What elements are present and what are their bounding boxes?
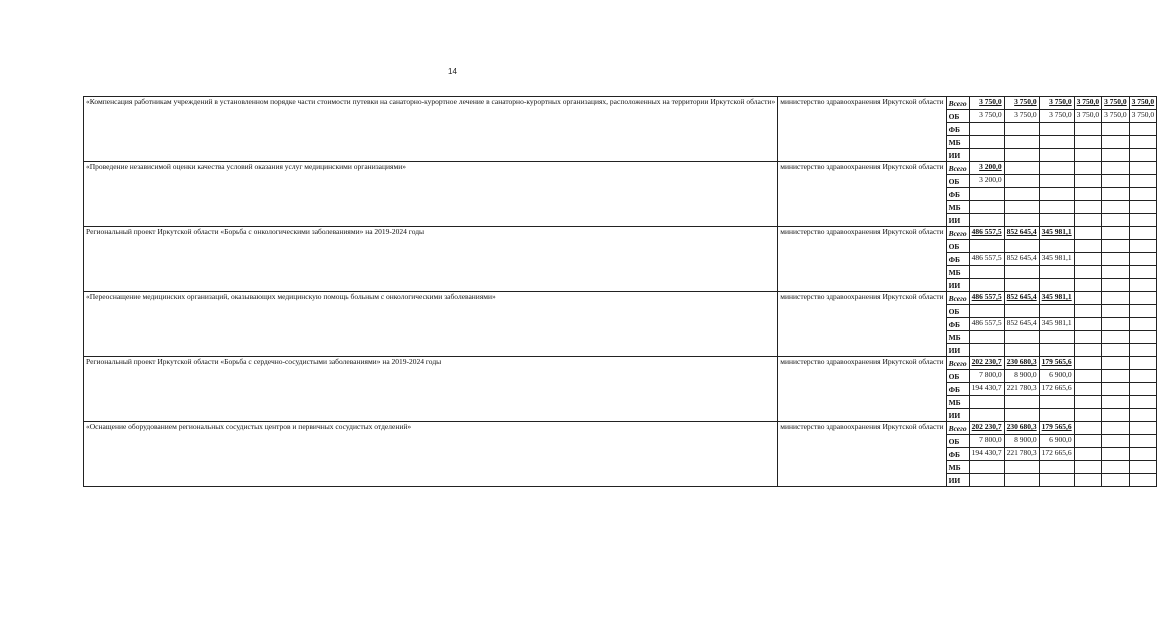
- amount-cell: [1102, 227, 1130, 240]
- amount-cell: [1102, 214, 1130, 227]
- amount-cell: [1129, 461, 1157, 474]
- amount-cell: 3 750,0: [1039, 97, 1074, 110]
- funding-source: Всего: [946, 422, 969, 435]
- responsible-executor: министерство здравоохранения Иркутской области: [778, 227, 946, 292]
- amount-cell: [1074, 201, 1102, 214]
- amount-cell: 6 900,0: [1039, 370, 1074, 383]
- funding-source: МБ: [946, 331, 969, 344]
- amount-cell: [1102, 357, 1130, 370]
- amount-cell: [969, 409, 1004, 422]
- amount-cell: [1129, 279, 1157, 292]
- amount-cell: 3 750,0: [1074, 110, 1102, 123]
- amount-cell: [1004, 409, 1039, 422]
- amount-cell: 852 645,4: [1004, 318, 1039, 331]
- amount-cell: [1004, 162, 1039, 175]
- amount-cell: [1102, 396, 1130, 409]
- amount-cell: [1039, 266, 1074, 279]
- amount-cell: 3 750,0: [969, 110, 1004, 123]
- amount-cell: [1129, 435, 1157, 448]
- responsible-executor: министерство здравоохранения Иркутской области: [778, 97, 946, 162]
- amount-cell: [1039, 162, 1074, 175]
- amount-cell: [1004, 266, 1039, 279]
- funding-source: МБ: [946, 461, 969, 474]
- amount-cell: 194 430,7: [969, 448, 1004, 461]
- amount-cell: [1102, 344, 1130, 357]
- amount-cell: [1129, 331, 1157, 344]
- amount-cell: 221 780,3: [1004, 448, 1039, 461]
- amount-cell: [969, 214, 1004, 227]
- amount-cell: [1004, 149, 1039, 162]
- amount-cell: [969, 461, 1004, 474]
- table-row: [84, 357, 1157, 370]
- amount-cell: [1004, 136, 1039, 149]
- amount-cell: [1129, 175, 1157, 188]
- amount-cell: [1004, 344, 1039, 357]
- amount-cell: [1102, 149, 1130, 162]
- amount-cell: 345 981,1: [1039, 318, 1074, 331]
- amount-cell: [1129, 305, 1157, 318]
- amount-cell: [1039, 240, 1074, 253]
- amount-cell: 486 557,5: [969, 292, 1004, 305]
- amount-cell: [969, 149, 1004, 162]
- amount-cell: [1004, 474, 1039, 487]
- amount-cell: [1004, 188, 1039, 201]
- amount-cell: 8 900,0: [1004, 370, 1039, 383]
- amount-cell: [969, 201, 1004, 214]
- amount-cell: 3 750,0: [1004, 97, 1039, 110]
- amount-cell: 3 200,0: [969, 175, 1004, 188]
- amount-cell: [1074, 318, 1102, 331]
- amount-cell: [1074, 448, 1102, 461]
- amount-cell: [1102, 175, 1130, 188]
- activity-description: «Оснащение оборудованием региональных сосудистых центров и первичных сосудистых отделений»: [84, 422, 778, 487]
- amount-cell: [969, 279, 1004, 292]
- amount-cell: [1102, 240, 1130, 253]
- amount-cell: [1102, 331, 1130, 344]
- amount-cell: 3 750,0: [1129, 110, 1157, 123]
- amount-cell: 230 680,3: [1004, 422, 1039, 435]
- amount-cell: [1102, 370, 1130, 383]
- amount-cell: 486 557,5: [969, 253, 1004, 266]
- amount-cell: [1129, 240, 1157, 253]
- amount-cell: [1039, 474, 1074, 487]
- amount-cell: [1102, 318, 1130, 331]
- amount-cell: [1074, 305, 1102, 318]
- page-number: 14: [448, 67, 457, 76]
- amount-cell: 3 750,0: [1074, 97, 1102, 110]
- activity-description: «Проведение независимой оценки качества условий оказания услуг медицинскими организациями»: [84, 162, 778, 227]
- amount-cell: [1004, 461, 1039, 474]
- amount-cell: [1129, 409, 1157, 422]
- amount-cell: 194 430,7: [969, 383, 1004, 396]
- amount-cell: [1129, 253, 1157, 266]
- amount-cell: [969, 240, 1004, 253]
- amount-cell: 221 780,3: [1004, 383, 1039, 396]
- amount-cell: [1039, 149, 1074, 162]
- amount-cell: [1074, 123, 1102, 136]
- funding-source: Всего: [946, 292, 969, 305]
- amount-cell: [1074, 240, 1102, 253]
- amount-cell: 3 750,0: [1004, 110, 1039, 123]
- activity-description: «Переоснащение медицинских организаций, оказывающих медицинскую помощь больным с онкологическими заболеваниями»: [84, 292, 778, 357]
- amount-cell: [1039, 279, 1074, 292]
- amount-cell: [1074, 383, 1102, 396]
- amount-cell: [1102, 136, 1130, 149]
- amount-cell: [1039, 461, 1074, 474]
- amount-cell: 486 557,5: [969, 318, 1004, 331]
- funding-source: ИИ: [946, 214, 969, 227]
- responsible-executor: министерство здравоохранения Иркутской области: [778, 422, 946, 487]
- amount-cell: [1102, 266, 1130, 279]
- amount-cell: 172 665,6: [1039, 448, 1074, 461]
- activity-description: Региональный проект Иркутской области «Борьба с онкологическими заболеваниями» на 2019-2024 годы: [84, 227, 778, 292]
- amount-cell: [1129, 292, 1157, 305]
- amount-cell: [1004, 331, 1039, 344]
- table-row: [84, 292, 1157, 305]
- amount-cell: [1129, 422, 1157, 435]
- activity-description: Региональный проект Иркутской области «Борьба с сердечно-сосудистыми заболеваниями» на 2019-2024 годы: [84, 357, 778, 422]
- amount-cell: 486 557,5: [969, 227, 1004, 240]
- amount-cell: [1039, 201, 1074, 214]
- amount-cell: [1102, 253, 1130, 266]
- funding-source: ФБ: [946, 253, 969, 266]
- amount-cell: [1004, 175, 1039, 188]
- amount-cell: [1074, 149, 1102, 162]
- amount-cell: 3 750,0: [969, 97, 1004, 110]
- amount-cell: 345 981,1: [1039, 253, 1074, 266]
- funding-source: ФБ: [946, 383, 969, 396]
- amount-cell: [1129, 227, 1157, 240]
- amount-cell: [1039, 188, 1074, 201]
- amount-cell: 852 645,4: [1004, 227, 1039, 240]
- table-row: [84, 97, 1157, 110]
- table-row: [84, 162, 1157, 175]
- amount-cell: 179 565,6: [1039, 357, 1074, 370]
- amount-cell: [1004, 305, 1039, 318]
- funding-source: ОБ: [946, 370, 969, 383]
- amount-cell: [1039, 331, 1074, 344]
- amount-cell: 8 900,0: [1004, 435, 1039, 448]
- amount-cell: 852 645,4: [1004, 292, 1039, 305]
- amount-cell: [1102, 201, 1130, 214]
- amount-cell: [1004, 214, 1039, 227]
- amount-cell: [969, 123, 1004, 136]
- amount-cell: [1039, 175, 1074, 188]
- amount-cell: [969, 188, 1004, 201]
- funding-source: ОБ: [946, 305, 969, 318]
- amount-cell: [1129, 149, 1157, 162]
- amount-cell: [1074, 266, 1102, 279]
- funding-source: ФБ: [946, 123, 969, 136]
- amount-cell: [1074, 136, 1102, 149]
- amount-cell: 202 230,7: [969, 422, 1004, 435]
- funding-source: Всего: [946, 357, 969, 370]
- amount-cell: [969, 474, 1004, 487]
- funding-source: ОБ: [946, 240, 969, 253]
- responsible-executor: министерство здравоохранения Иркутской области: [778, 292, 946, 357]
- amount-cell: [1004, 240, 1039, 253]
- amount-cell: [1074, 474, 1102, 487]
- amount-cell: [1074, 175, 1102, 188]
- funding-source: ОБ: [946, 175, 969, 188]
- funding-source: ИИ: [946, 279, 969, 292]
- amount-cell: [1129, 162, 1157, 175]
- funding-source: ОБ: [946, 435, 969, 448]
- amount-cell: [1102, 435, 1130, 448]
- amount-cell: [1074, 370, 1102, 383]
- budget-table: [83, 96, 1157, 487]
- amount-cell: [969, 136, 1004, 149]
- amount-cell: [1102, 123, 1130, 136]
- amount-cell: [1039, 305, 1074, 318]
- amount-cell: 345 981,1: [1039, 292, 1074, 305]
- amount-cell: [1102, 188, 1130, 201]
- amount-cell: 3 750,0: [1039, 110, 1074, 123]
- amount-cell: [1102, 474, 1130, 487]
- funding-source: ИИ: [946, 149, 969, 162]
- amount-cell: [1074, 357, 1102, 370]
- amount-cell: [1102, 292, 1130, 305]
- funding-source: ИИ: [946, 409, 969, 422]
- funding-source: ИИ: [946, 344, 969, 357]
- amount-cell: [1129, 136, 1157, 149]
- amount-cell: [1074, 227, 1102, 240]
- amount-cell: [1102, 461, 1130, 474]
- amount-cell: [1004, 201, 1039, 214]
- amount-cell: [1074, 435, 1102, 448]
- funding-source: МБ: [946, 201, 969, 214]
- amount-cell: [1074, 409, 1102, 422]
- amount-cell: [1004, 279, 1039, 292]
- funding-source: Всего: [946, 227, 969, 240]
- amount-cell: [1129, 266, 1157, 279]
- amount-cell: [1074, 461, 1102, 474]
- amount-cell: 852 645,4: [1004, 253, 1039, 266]
- amount-cell: 3 750,0: [1102, 97, 1130, 110]
- amount-cell: 202 230,7: [969, 357, 1004, 370]
- amount-cell: 3 750,0: [1129, 97, 1157, 110]
- amount-cell: [1129, 357, 1157, 370]
- funding-source: МБ: [946, 266, 969, 279]
- funding-source: ФБ: [946, 188, 969, 201]
- funding-source: Всего: [946, 97, 969, 110]
- amount-cell: 3 200,0: [969, 162, 1004, 175]
- amount-cell: [1102, 422, 1130, 435]
- amount-cell: [1129, 383, 1157, 396]
- amount-cell: [1129, 396, 1157, 409]
- amount-cell: [969, 305, 1004, 318]
- amount-cell: [969, 344, 1004, 357]
- funding-source: МБ: [946, 396, 969, 409]
- amount-cell: [1074, 292, 1102, 305]
- responsible-executor: министерство здравоохранения Иркутской области: [778, 162, 946, 227]
- amount-cell: [1129, 344, 1157, 357]
- amount-cell: 345 981,1: [1039, 227, 1074, 240]
- amount-cell: [1074, 331, 1102, 344]
- amount-cell: [1129, 188, 1157, 201]
- amount-cell: [1129, 474, 1157, 487]
- amount-cell: [1074, 344, 1102, 357]
- amount-cell: [1004, 396, 1039, 409]
- amount-cell: [1129, 318, 1157, 331]
- amount-cell: [1074, 214, 1102, 227]
- amount-cell: [969, 396, 1004, 409]
- amount-cell: [1129, 214, 1157, 227]
- amount-cell: [1102, 305, 1130, 318]
- amount-cell: [1039, 409, 1074, 422]
- amount-cell: 3 750,0: [1102, 110, 1130, 123]
- table-row: [84, 422, 1157, 435]
- funding-source: ОБ: [946, 110, 969, 123]
- table-row: [84, 227, 1157, 240]
- amount-cell: [1102, 279, 1130, 292]
- amount-cell: [1074, 253, 1102, 266]
- funding-source: ФБ: [946, 448, 969, 461]
- amount-cell: 7 800,0: [969, 370, 1004, 383]
- amount-cell: 6 900,0: [1039, 435, 1074, 448]
- funding-source: МБ: [946, 136, 969, 149]
- amount-cell: [1039, 123, 1074, 136]
- amount-cell: 172 665,6: [1039, 383, 1074, 396]
- amount-cell: [1129, 201, 1157, 214]
- amount-cell: [1129, 370, 1157, 383]
- amount-cell: [1039, 396, 1074, 409]
- responsible-executor: министерство здравоохранения Иркутской области: [778, 357, 946, 422]
- amount-cell: 7 800,0: [969, 435, 1004, 448]
- amount-cell: 179 565,6: [1039, 422, 1074, 435]
- amount-cell: [1074, 162, 1102, 175]
- amount-cell: [1074, 422, 1102, 435]
- amount-cell: [969, 266, 1004, 279]
- amount-cell: [1039, 214, 1074, 227]
- amount-cell: [1004, 123, 1039, 136]
- amount-cell: [1039, 344, 1074, 357]
- amount-cell: [1039, 136, 1074, 149]
- amount-cell: [1129, 448, 1157, 461]
- amount-cell: [1074, 188, 1102, 201]
- funding-source: Всего: [946, 162, 969, 175]
- amount-cell: [1074, 396, 1102, 409]
- funding-source: ФБ: [946, 318, 969, 331]
- amount-cell: [969, 331, 1004, 344]
- amount-cell: [1102, 409, 1130, 422]
- amount-cell: [1102, 448, 1130, 461]
- amount-cell: [1074, 279, 1102, 292]
- amount-cell: [1129, 123, 1157, 136]
- amount-cell: [1102, 162, 1130, 175]
- amount-cell: [1102, 383, 1130, 396]
- amount-cell: 230 680,3: [1004, 357, 1039, 370]
- funding-source: ИИ: [946, 474, 969, 487]
- activity-description: «Компенсация работникам учреждений в установленном порядке части стоимости путевки на санаторно-курортное лечение в санаторно-курортных организациях, расположенных на территории Иркутской области»: [84, 97, 778, 162]
